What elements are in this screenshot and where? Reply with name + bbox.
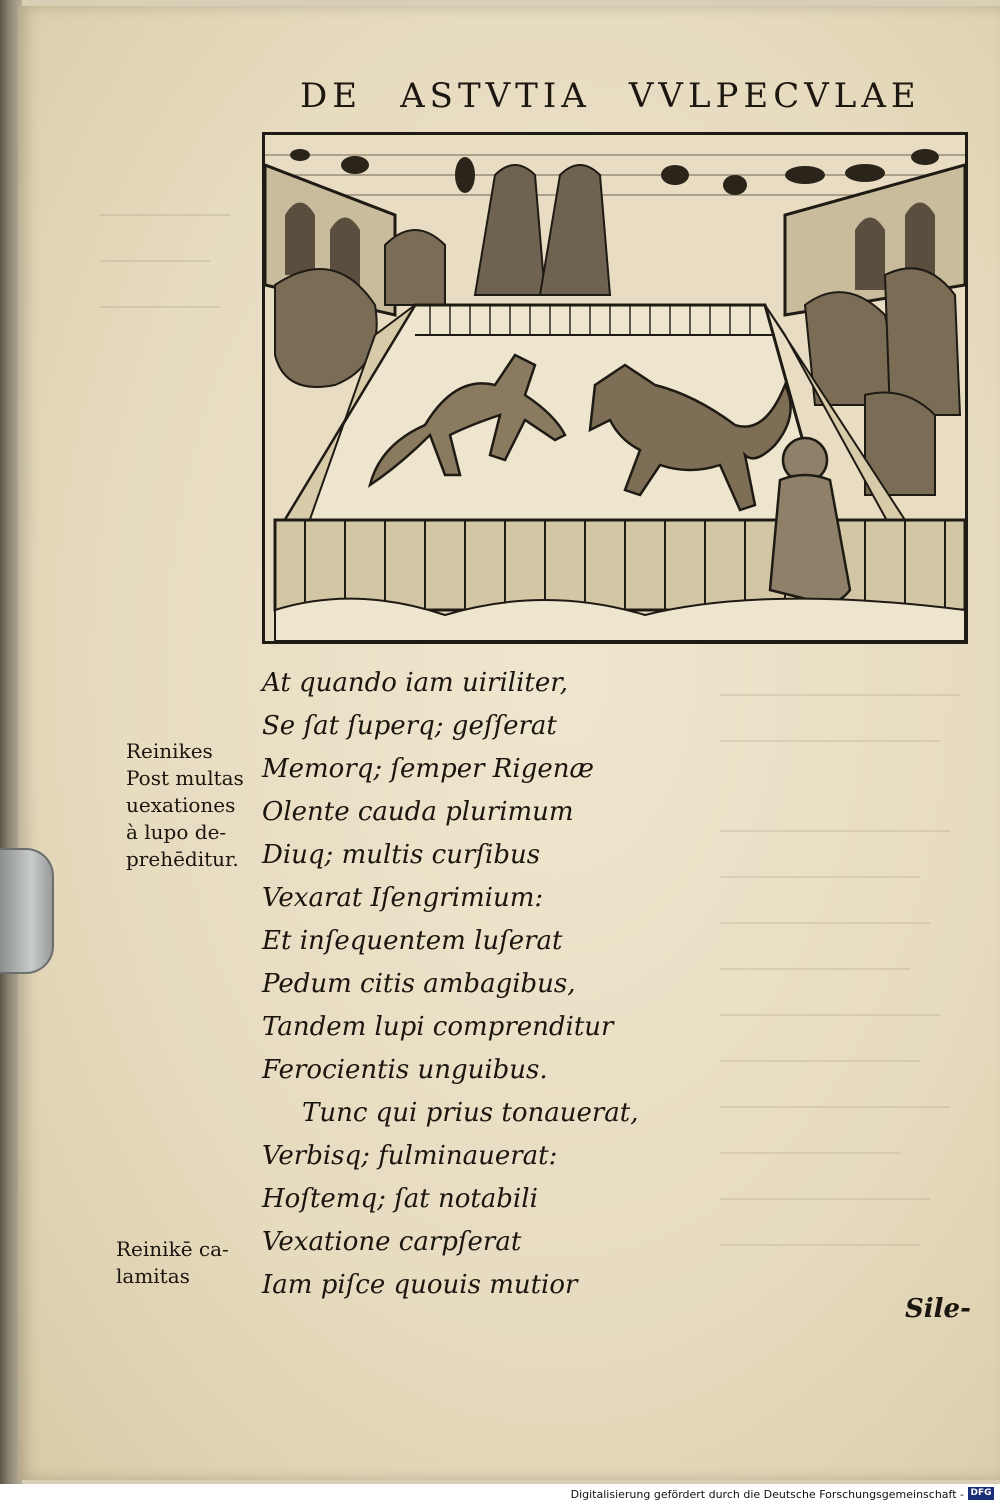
verse-text bbox=[262, 662, 722, 1307]
verse-line: Vexatione carpſerat bbox=[262, 1227, 522, 1257]
verse-line: Se ſat ſuperq; geſſerat bbox=[262, 711, 557, 741]
verse-line: Pedum citis ambagibus, bbox=[262, 969, 576, 999]
verse-line: Olente cauda plurimum bbox=[262, 797, 574, 827]
margin-note-line: Reinikes bbox=[126, 739, 213, 763]
verse-line: Diuq; multis curſibus bbox=[262, 840, 541, 870]
bleed-through-margin bbox=[100, 170, 250, 370]
margin-note-line: à lupo de- bbox=[126, 820, 227, 844]
dfg-logo-icon: DFG bbox=[968, 1487, 994, 1500]
margin-note-line: Reinikē ca- bbox=[116, 1237, 229, 1261]
verse-line: Vexarat Iſengrimium: bbox=[262, 883, 544, 913]
margin-note-line: Post multas bbox=[126, 766, 244, 790]
header-word: ASTVTIA bbox=[400, 76, 591, 116]
verse-line: Iam piſce quouis mutior bbox=[262, 1270, 578, 1300]
running-header bbox=[300, 76, 940, 116]
margin-note bbox=[126, 738, 244, 873]
margin-note-line: lamitas bbox=[116, 1264, 190, 1288]
verse-line: Tandem lupi comprenditur bbox=[262, 1012, 614, 1042]
verse-line: Ferocientis unguibus. bbox=[262, 1055, 548, 1085]
verse-line: Memorq; ſemper Rigenæ bbox=[262, 754, 594, 784]
margin-note-line: prehēditur. bbox=[126, 847, 239, 871]
header-word: DE bbox=[300, 76, 363, 116]
header-word: VVLPECVLAE bbox=[628, 76, 921, 116]
digitization-footer bbox=[0, 1484, 1000, 1504]
verse-line: Hoſtemq; ſat notabili bbox=[262, 1184, 538, 1214]
verse-line: Verbisq; fulminauerat: bbox=[262, 1141, 558, 1171]
verse-line: Et inſequentem luſerat bbox=[262, 926, 563, 956]
catchword: Sile- bbox=[905, 1294, 971, 1324]
bleed-through-column bbox=[720, 650, 980, 1310]
verse-line: At quando iam uiriliter, bbox=[262, 668, 569, 698]
woodcut-illustration-icon bbox=[262, 132, 968, 644]
page-clip-icon bbox=[0, 848, 54, 974]
footer-credit: Digitalisierung gefördert durch die Deutsche Forschungsgemeinschaft - bbox=[570, 1488, 964, 1501]
margin-note bbox=[116, 1236, 229, 1290]
margin-note-line: uexationes bbox=[126, 793, 236, 817]
verse-line: Tunc qui prius tonauerat, bbox=[302, 1098, 639, 1128]
